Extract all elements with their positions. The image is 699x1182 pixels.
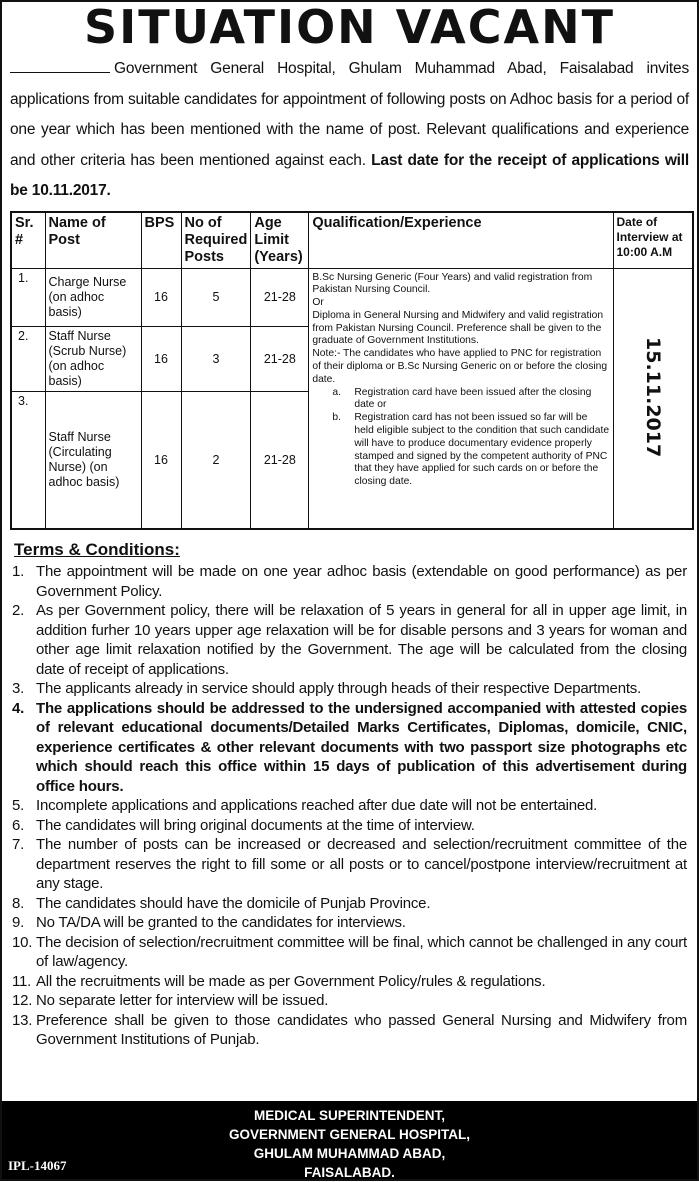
term-number: 13. (12, 1011, 33, 1029)
term-number: 12. (12, 992, 33, 1009)
term-number: 11. (12, 972, 32, 990)
cell-age: 21-28 (251, 268, 309, 326)
term-text: All the recruitments will be made as per Government Policy/rules & regulations. (36, 972, 546, 990)
term-text: No TA/DA will be granted to the candidates for interviews. (36, 914, 406, 931)
cell-qualification (309, 268, 613, 529)
term-item (12, 796, 687, 816)
cell-bps: 16 (141, 391, 181, 529)
cell-sr: 2. (11, 326, 45, 391)
term-text: The candidates will bring original documents at the time of interview. (36, 816, 475, 834)
cell-sr: 1. (11, 268, 45, 326)
term-text: The decision of selection/recruitment committee will be final, which cannot be challenged in any court of law/agency. (36, 933, 687, 970)
terms-section (2, 530, 697, 1050)
qual-note: Note:- The candidates who have applied to PNC for registration of their diploma or B.Sc Nursing Generic on or before the closing date. (312, 348, 608, 385)
cell-age: 21-28 (251, 391, 309, 529)
term-text: Preference shall be given to those candidates who passed General Nursing and Midwifery from Government Institutions of Punjab. (36, 1011, 687, 1048)
term-item (12, 972, 687, 992)
intro-text: invites applications from suitable candidates for appointment of following posts on Adhoc basis for a period of one year which has been mentioned with the name of post. Relevant qualifications and experience and other criteria has been mentioned against each. (10, 60, 690, 169)
cell-post: Staff Nurse (Circulating Nurse) (on adhoc basis) (45, 391, 141, 529)
term-text: No separate letter for interview will be issued. (36, 992, 329, 1009)
term-number: 10. (12, 933, 33, 951)
table-row (11, 268, 693, 326)
blank-line (10, 63, 110, 73)
signatory-title: MEDICAL SUPERINTENDENT, (253, 1108, 446, 1123)
term-number: 6. (12, 816, 25, 834)
signatory-org: GOVERNMENT GENERAL HOSPITAL, (228, 1127, 471, 1142)
col-post: Name of Post (45, 212, 141, 269)
term-number: 4. (12, 699, 25, 717)
intro-paragraph (2, 52, 697, 207)
col-qualification: Qualification/Experience (309, 212, 613, 269)
term-item (12, 601, 687, 679)
term-item (12, 679, 687, 699)
term-number: 9. (12, 914, 25, 931)
term-text: The number of posts can be increased or decreased and selection/recruitment committee of the department reserves the right to fill some or all posts or to cancel/postpone interview/recruitment at any stage. (36, 836, 687, 892)
qual-or: Or (312, 297, 324, 309)
col-date: Date of Interview at 10:00 A.M (613, 212, 693, 269)
terms-list (12, 562, 687, 1050)
cell-post: Charge Nurse (on adhoc basis) (45, 268, 141, 326)
qual-p2: Diploma in General Nursing and Midwifery and valid registration from Pakistan Nursing Council. Preference shall be given to the graduate of Government Institutions. (312, 309, 604, 347)
term-item (12, 562, 687, 601)
terms-heading: Terms & Conditions: (14, 540, 180, 559)
term-number: 2. (12, 602, 25, 619)
term-item (12, 894, 687, 914)
term-item (12, 816, 687, 836)
term-text: The appointment will be made on one year adhoc basis (extendable on good performance) as per Government Policy. (36, 563, 687, 600)
col-bps: BPS (141, 212, 181, 269)
term-text: Incomplete applications and applications reached after due date will not be entertained. (36, 797, 598, 814)
col-age: Age Limit (Years) (251, 212, 309, 269)
qual-item-a: a. Registration card have been issued after the closing date or (332, 386, 592, 411)
ad-reference: IPL-14067 (8, 1158, 67, 1173)
term-number: 3. (12, 680, 25, 697)
org-name: Government General Hospital, Ghulam Muhammad Abad, Faisalabad (114, 60, 634, 77)
cell-bps: 16 (141, 268, 181, 326)
col-posts: No of Required Posts (181, 212, 251, 269)
footer-signature (2, 1101, 697, 1179)
cell-age: 21-28 (251, 326, 309, 391)
cell-posts: 3 (181, 326, 251, 391)
qual-item-b: b. Registration card has not been issued so far will be held eligible subject to the condition that such candidate will have to produce documentary evidence properly stamped and signed by the competent authority of PNC that they have applied for such cards on or before the closing date. (332, 412, 610, 488)
term-item (12, 835, 687, 894)
qual-p1: B.Sc Nursing Generic (Four Years) and valid registration from Pakistan Nursing Council. (312, 271, 593, 296)
term-item (12, 933, 687, 972)
term-item (12, 699, 687, 797)
term-text: The applicants already in service should apply through heads of their respective Departments. (36, 680, 642, 697)
posts-table (10, 211, 694, 531)
term-text: The candidates should have the domicile of Punjab Province. (36, 894, 431, 912)
table-header (11, 212, 693, 269)
cell-sr: 3. (11, 391, 45, 529)
cell-posts: 5 (181, 268, 251, 326)
signatory-area: GHULAM MUHAMMAD ABAD, (253, 1146, 446, 1161)
term-item (12, 1011, 687, 1050)
term-number: 1. (12, 563, 25, 580)
term-number: 8. (12, 894, 25, 912)
cell-post: Staff Nurse (Scrub Nurse) (on adhoc basis) (45, 326, 141, 391)
term-item (12, 913, 687, 933)
signatory-city: FAISALABAD. (304, 1165, 395, 1180)
term-number: 5. (12, 797, 25, 814)
term-text: The applications should be addressed to the undersigned accompanied with attested copies of relevant educational documents/Detailed Marks Certificates, Diplomas, domicile, CNIC, experience certificates & other relevant documents with two passport size photographs etc which should reach this office within 15 days of publication of this advertisement during office hours. (36, 699, 687, 795)
term-item (12, 991, 687, 1011)
cell-interview-date: 15.11.2017 (613, 268, 693, 529)
cell-posts: 2 (181, 391, 251, 529)
col-sr: Sr. # (11, 212, 45, 269)
cell-bps: 16 (141, 326, 181, 391)
term-number: 7. (12, 836, 25, 853)
ad-title: SITUATION VACANT (83, 0, 615, 54)
term-text: As per Government policy, there will be relaxation of 5 years in general for all in upper age limit, in addition furher 10 years upper age relaxation will be for disable persons and 3 years for woman and other age limit relaxation notified by the Government. The age will be calculated from the closing date of receipt of applications. (36, 602, 687, 678)
last-date: Last date for the receipt of applications will be 10.11.2017. (10, 151, 689, 199)
